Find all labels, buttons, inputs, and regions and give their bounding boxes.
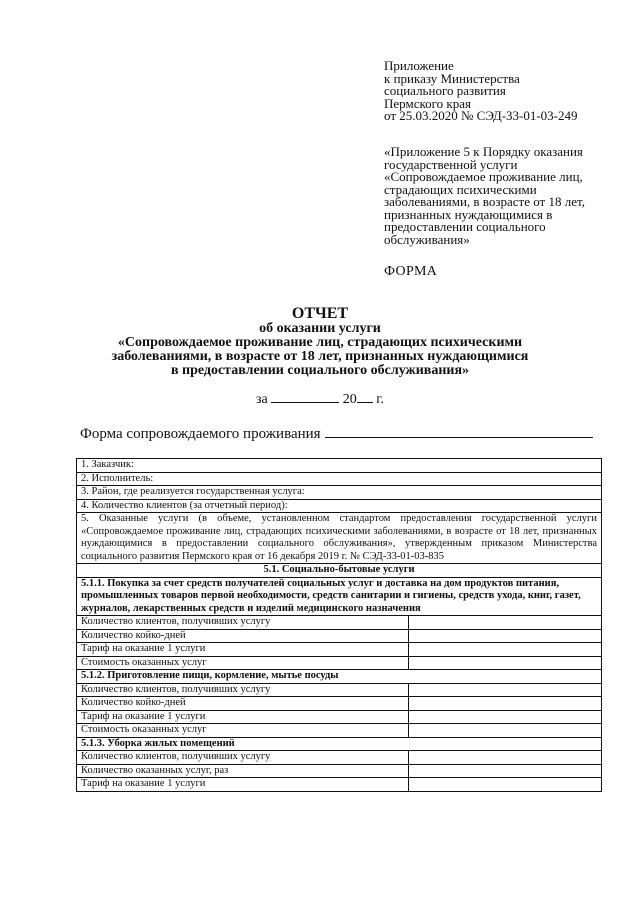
table-row bbox=[77, 616, 602, 630]
row-value-cell[interactable] bbox=[409, 629, 602, 643]
table-row bbox=[77, 710, 602, 724]
table-row bbox=[77, 577, 602, 616]
row-label: Тариф на оказание 1 услуги bbox=[77, 778, 409, 792]
report-title: ОТЧЕТ bbox=[291, 305, 349, 322]
report-table bbox=[76, 458, 602, 792]
row-label: Стоимость оказанных услуг bbox=[77, 724, 409, 738]
district-cell: 3. Район, где реализуется государственная услуга: bbox=[77, 486, 602, 500]
appendix-5-header: «Приложение 5 к Порядку оказания государственной услуги «Сопровождаемое проживание лиц, страдающих психическими заболеваниями, в возрасте от 18 лет, признанных нуждающимися в предоставлении социального обслуживания» bbox=[384, 144, 585, 247]
table-row bbox=[77, 459, 602, 473]
residence-form-row bbox=[80, 424, 600, 443]
report-title-line: в предоставлении социального обслуживания» bbox=[170, 363, 470, 378]
report-title-line: «Сопровождаемое проживание лиц, страдающих психическими bbox=[117, 335, 523, 350]
report-subtitle: об оказании услуги bbox=[259, 321, 381, 336]
report-title-block bbox=[60, 305, 580, 378]
row-value-cell[interactable] bbox=[409, 751, 602, 765]
table-row bbox=[77, 683, 602, 697]
table-row bbox=[77, 629, 602, 643]
row-label: Количество клиентов, получивших услугу bbox=[77, 616, 409, 630]
residence-form-label: Форма сопровождаемого проживания bbox=[80, 426, 321, 442]
report-title-line: заболеваниями, в возрасте от 18 лет, признанных нуждающимися bbox=[111, 349, 529, 364]
table-row bbox=[77, 643, 602, 657]
table-row bbox=[77, 724, 602, 738]
row-value-cell[interactable] bbox=[409, 697, 602, 711]
row-value-cell[interactable] bbox=[409, 724, 602, 738]
period-year-prefix: 20 bbox=[342, 392, 357, 407]
subsection-header: 5.1.2. Приготовление пищи, кормление, мытье посуды bbox=[77, 670, 602, 684]
table-row bbox=[77, 656, 602, 670]
table-row bbox=[77, 778, 602, 792]
appendix-header bbox=[384, 60, 624, 123]
row-label: Количество клиентов, получивших услугу bbox=[77, 751, 409, 765]
services-provided-cell: 5. Оказанные услуги (в объеме, установленном стандартом предоставления государственной услуги «Сопровождаемое проживание лиц, страдающих психическими заболеваниями, в возрасте от 18 лет, признанных нуждающимися в предоставлении социального обслуживания», утвержденным приказом Министерства социального развития Пермского края от 16 декабря 2019 г. № СЭД-33-01-03-835 bbox=[77, 513, 602, 564]
period-suffix: г. bbox=[376, 392, 384, 407]
report-period bbox=[0, 390, 640, 408]
table-row bbox=[77, 564, 602, 578]
table-row bbox=[77, 486, 602, 500]
row-label: Количество клиентов, получивших услугу bbox=[77, 683, 409, 697]
appendix-line: Приложение bbox=[384, 58, 454, 73]
row-value-cell[interactable] bbox=[409, 778, 602, 792]
appendix-line: к приказу Министерства bbox=[384, 70, 520, 86]
row-label: Количество койко-дней bbox=[77, 697, 409, 711]
table-row bbox=[77, 697, 602, 711]
executor-cell: 2. Исполнитель: bbox=[77, 472, 602, 486]
row-label: Стоимость оказанных услуг bbox=[77, 656, 409, 670]
table-row bbox=[77, 513, 602, 564]
row-value-cell[interactable] bbox=[409, 710, 602, 724]
row-label: Тариф на оказание 1 услуги bbox=[77, 643, 409, 657]
table-row bbox=[77, 499, 602, 513]
table-row bbox=[77, 472, 602, 486]
period-prefix: за bbox=[256, 392, 268, 407]
table-row bbox=[77, 737, 602, 751]
appendix-line: от 25.03.2020 № СЭД-33-01-03-249 bbox=[384, 108, 578, 123]
subsection-header: 5.1.3. Уборка жилых помещений bbox=[77, 737, 602, 751]
residence-form-blank-field[interactable] bbox=[325, 424, 593, 438]
client-count-cell: 4. Количество клиентов (за отчетный период): bbox=[77, 499, 602, 513]
row-value-cell[interactable] bbox=[409, 764, 602, 778]
row-value-cell[interactable] bbox=[409, 656, 602, 670]
appendix-line: социального развития bbox=[384, 83, 506, 98]
table-row bbox=[77, 670, 602, 684]
row-label: Количество оказанных услуг, раз bbox=[77, 764, 409, 778]
row-label: Тариф на оказание 1 услуги bbox=[77, 710, 409, 724]
forma-label: ФОРМА bbox=[384, 264, 438, 279]
row-value-cell[interactable] bbox=[409, 616, 602, 630]
period-blank-field[interactable] bbox=[271, 390, 339, 403]
customer-cell: 1. Заказчик: bbox=[77, 459, 602, 473]
appendix-line: Пермского края bbox=[384, 95, 471, 111]
row-value-cell[interactable] bbox=[409, 683, 602, 697]
table-row bbox=[77, 751, 602, 765]
row-label: Количество койко-дней bbox=[77, 629, 409, 643]
row-value-cell[interactable] bbox=[409, 643, 602, 657]
section-header: 5.1. Социально-бытовые услуги bbox=[77, 564, 602, 578]
period-year-blank-field[interactable] bbox=[357, 390, 373, 403]
subsection-header: 5.1.1. Покупка за счет средств получателей социальных услуг и доставка на дом продуктов питания, промышленных товаров первой необходимости, средств санитарии и гигиены, средств ухода, книг, газет, журналов, лекарственных средств и изделий медицинского назначения bbox=[77, 577, 602, 616]
table-row bbox=[77, 764, 602, 778]
